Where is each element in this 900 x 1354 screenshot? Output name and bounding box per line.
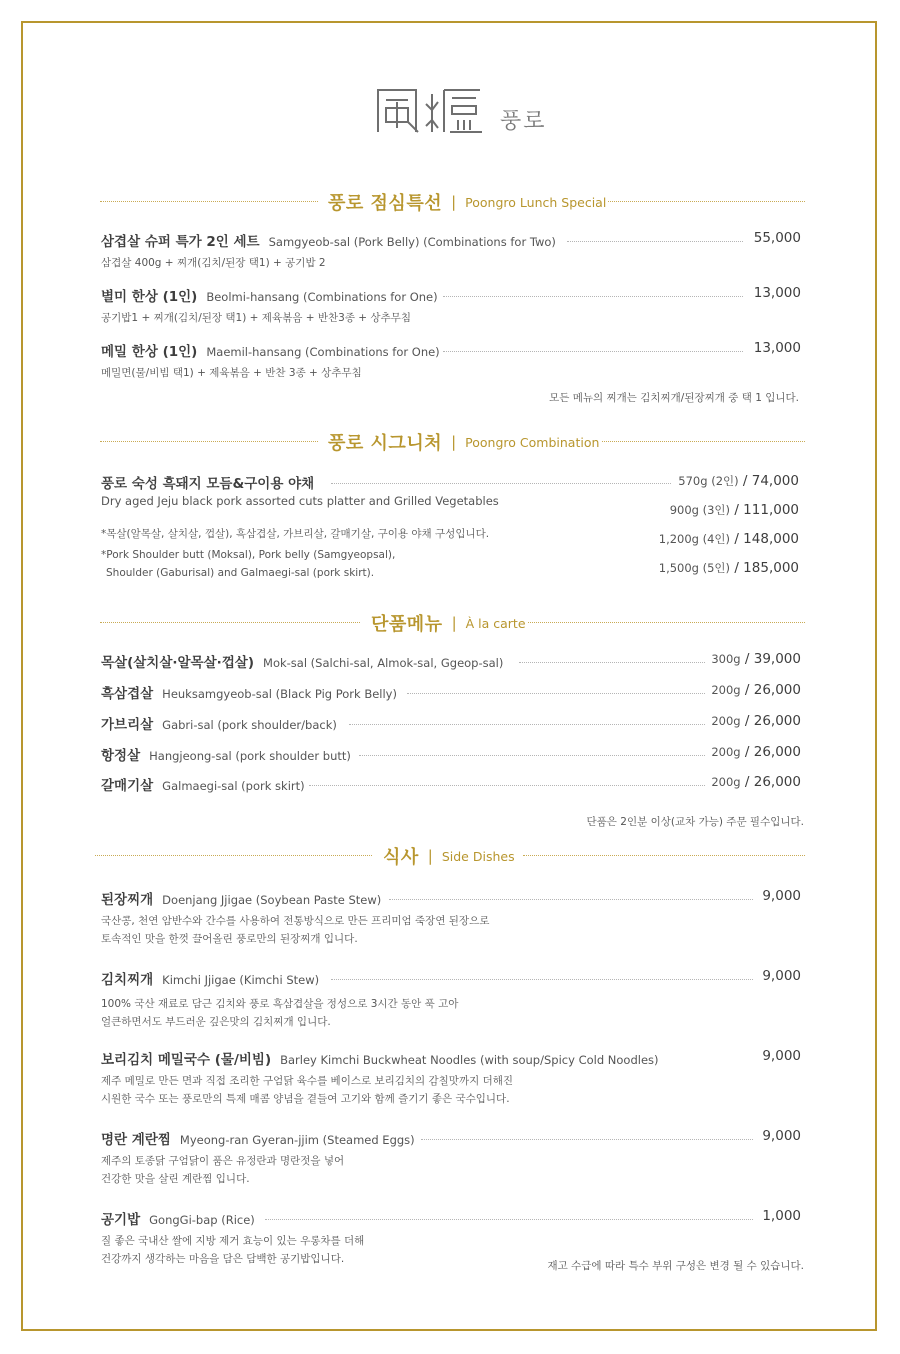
menu-item: 메밀 한상 (1인) Maemil-hansang (Combinations for One) 13,000 (101, 340, 801, 360)
section-header-lunch: 풍로 점심특선 | Poongro Lunch Special (100, 189, 805, 213)
item-price: 55,000 (753, 230, 801, 246)
signature-price: 900g (3인) / 111,000 (669, 502, 799, 518)
item-description: 공기밥1 + 찌개(김치/된장 택1) + 제육볶음 + 반찬3종 + 상추무침 (101, 312, 412, 324)
brand-korean-name: 풍로 (500, 109, 547, 134)
item-price: 1,000 (762, 1208, 801, 1224)
signature-price: 1,500g (5인) / 185,000 (658, 560, 799, 576)
item-description: 국산콩, 천연 암반수와 간수를 사용하여 전통방식으로 만든 프리미엄 죽장연 된장으로 (101, 915, 490, 927)
item-description: 시원한 국수 또는 풍로만의 특제 매콤 양념을 곁들여 고기와 함께 즐기기 좋은 국수입니다. (101, 1093, 510, 1105)
menu-item: 흑삼겹살 Heuksamgyeob-sal (Black Pig Pork Belly) 200g / 26,000 (101, 682, 801, 702)
item-description: 제주의 토종닭 구엄닭이 품은 유정란과 명란젓을 넣어 (101, 1155, 345, 1167)
menu-item: 된장찌개 Doenjang Jjigae (Soybean Paste Stew) 9,000 (101, 888, 801, 908)
section-title-en: Poongro Lunch Special (465, 194, 607, 210)
section-note: 단품은 2인분 이상(교차 가능) 주문 필수입니다. (586, 816, 804, 828)
section-header-meals: 식사 | Side Dishes (95, 843, 805, 867)
item-price: 13,000 (753, 340, 801, 356)
item-price: 200g / 26,000 (711, 774, 801, 790)
item-description: 삼겹살 400g + 찌개(김치/된장 택1) + 공기밥 2 (101, 257, 326, 269)
item-price: 200g / 26,000 (711, 744, 801, 760)
section-header-alacarte: 단품메뉴 | À la carte (100, 610, 805, 634)
signature-price: 570g (2인) / 74,000 (678, 473, 799, 489)
item-description: 제주 메밀로 만든 면과 직접 조리한 구엄닭 육수를 베이스로 보리김치의 감칠맛까지 더해진 (101, 1075, 514, 1087)
item-description: 건강까지 생각하는 마음을 담은 담백한 공기밥입니다. (101, 1253, 345, 1265)
signature-item: 풍로 숙성 흑돼지 모듬&구이용 야채 (101, 472, 801, 492)
item-price: 9,000 (762, 1048, 801, 1064)
section-title-ko: 풍로 점심특선 (328, 193, 443, 214)
menu-item: 가브리살 Gabri-sal (pork shoulder/back) 200g / 26,000 (101, 713, 801, 733)
section-title-en: Side Dishes (441, 848, 515, 864)
brand-hanja-logo (372, 82, 492, 138)
signature-note-en: Shoulder (Gaburisal) and Galmaegi-sal (pork skirt). (106, 567, 375, 579)
item-description: 건강한 맛을 살린 계란찜 입니다. (101, 1173, 250, 1185)
menu-item: 목살(살치살·알목살·껍살) Mok-sal (Salchi-sal, Almok-sal, Ggeop-sal) 300g / 39,000 (101, 651, 801, 671)
section-title-en: À la carte (465, 615, 526, 631)
item-description: 얼큰하면서도 부드러운 깊은맛의 김치찌개 입니다. (101, 1016, 331, 1028)
item-price: 9,000 (762, 968, 801, 984)
menu-item: 공기밥 GongGi-bap (Rice) 1,000 (101, 1208, 801, 1228)
item-price: 13,000 (753, 285, 801, 301)
section-title-ko: 단품메뉴 (371, 614, 443, 635)
item-description: 메밀면(물/비빔 택1) + 제육볶음 + 반찬 3종 + 상추무침 (101, 367, 362, 379)
section-note: 모든 메뉴의 찌개는 김치찌개/된장찌개 중 택 1 입니다. (549, 392, 799, 404)
signature-note-en: *Pork Shoulder butt (Moksal), Pork belly (Samgyeopsal), (101, 549, 396, 561)
item-price: 9,000 (762, 1128, 801, 1144)
item-description: 100% 국산 재료로 담근 김치와 풍로 흑삼겹살을 정성으로 3시간 동안 푹 고아 (101, 998, 459, 1010)
item-price: 200g / 26,000 (711, 682, 801, 698)
menu-item: 항정살 Hangjeong-sal (pork shoulder butt) 200g / 26,000 (101, 744, 801, 764)
menu-item: 보리김치 메밀국수 (물/비빔) Barley Kimchi Buckwheat Noodles (with soup/Spicy Cold Noodles) 9,000 (101, 1048, 801, 1068)
menu-item: 삼겹살 슈퍼 특가 2인 세트 Samgyeob-sal (Pork Belly) (Combinations for Two) 55,000 (101, 230, 801, 250)
item-price: 200g / 26,000 (711, 713, 801, 729)
menu-item: 김치찌개 Kimchi Jjigae (Kimchi Stew) 9,000 (101, 968, 801, 988)
signature-name-en: Dry aged Jeju black pork assorted cuts platter and Grilled Vegetables (101, 494, 499, 508)
section-header-signature: 풍로 시그니처 | Poongro Combination (100, 429, 805, 453)
menu-item: 별미 한상 (1인) Beolmi-hansang (Combinations for One) 13,000 (101, 285, 801, 305)
item-price: 300g / 39,000 (711, 651, 801, 667)
section-title-ko: 식사 (383, 847, 419, 868)
item-description: 토속적인 맛을 한껏 끌어올린 풍로만의 된장찌개 입니다. (101, 933, 358, 945)
item-description: 질 좋은 국내산 쌀에 지방 제거 효능이 있는 우롱차를 더해 (101, 1235, 365, 1247)
signature-price: 1,200g (4인) / 148,000 (658, 531, 799, 547)
menu-item: 갈매기살 Galmaegi-sal (pork skirt) 200g / 26,000 (101, 774, 801, 794)
signature-note-ko: *목살(알목살, 살치살, 껍살), 흑삼겹살, 가브리살, 갈매기살, 구이용 야채 구성입니다. (101, 528, 490, 540)
section-title-ko: 풍로 시그니처 (328, 433, 443, 454)
footer-note: 재고 수급에 따라 특수 부위 구성은 변경 될 수 있습니다. (547, 1260, 804, 1272)
section-title-en: Poongro Combination (465, 434, 600, 450)
item-price: 9,000 (762, 888, 801, 904)
menu-item: 명란 계란찜 Myeong-ran Gyeran-jjim (Steamed Eggs) 9,000 (101, 1128, 801, 1148)
